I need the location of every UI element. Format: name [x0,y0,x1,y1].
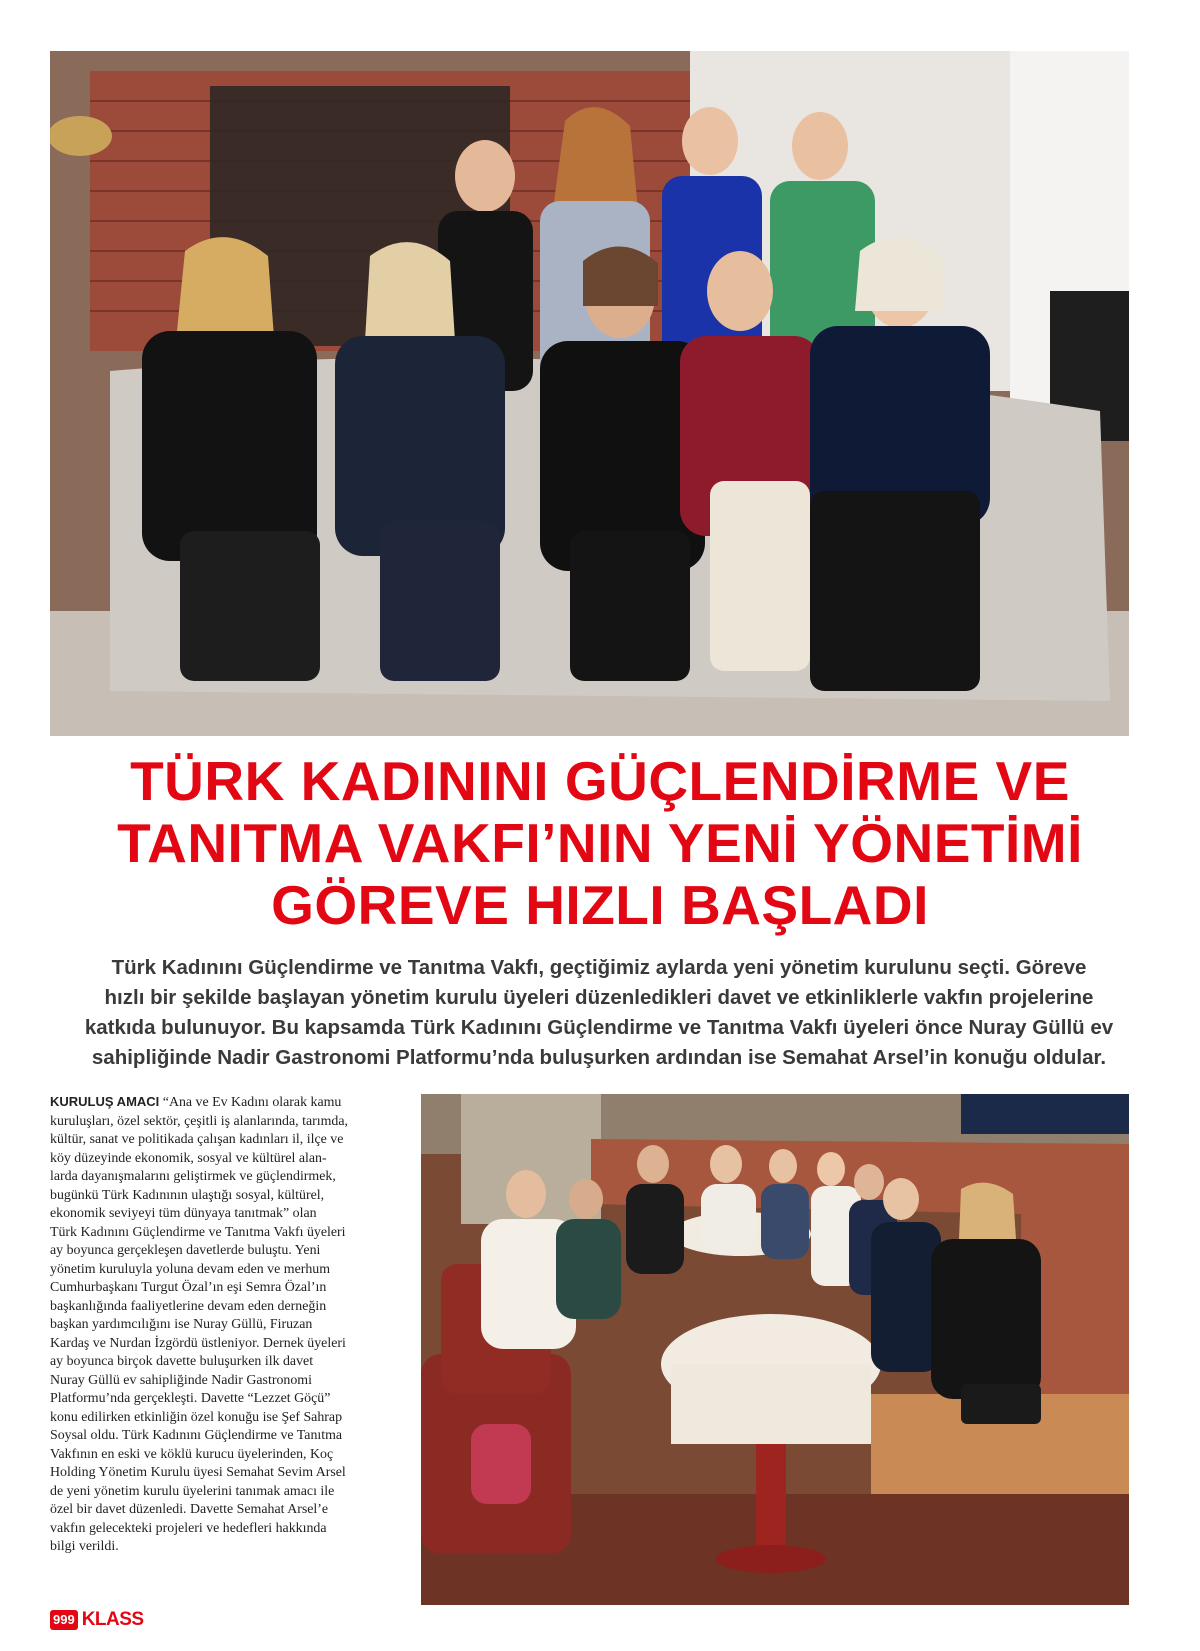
headline-line-2: TANITMA VAKFI’NIN YENİ YÖNETİMİ [117,812,1083,874]
body-line: Holding Yönetim Kurulu üyesi Semahat Sevim Arsel [50,1465,346,1480]
body-line: bilgi verildi. [50,1539,119,1554]
body-line: ekonomik seviyeyi tüm dünyaya tanıtmak” olan [50,1206,317,1221]
body-line: bugünkü Türk Kadınının ulaştığı sosyal, kültürel, [50,1187,325,1203]
body-line: Türk Kadınını Güçlendirme ve Tanıtma Vakfı üyeleri [50,1224,346,1240]
body-line: Nuray Güllü ev sahipliğinde Nadir Gastronomi [50,1372,312,1388]
body-line: kuruluşları, özel sektör, çeşitli iş alanlarında, tarımda, [50,1113,348,1129]
article-headline [40,750,1160,936]
body-line: başkanlığında faaliyetlerine devam eden derneğin [50,1298,327,1314]
body-line: Platformu’nda gerçekleşti. Davette “Lezzet Göçü” [50,1391,331,1406]
article-lead [34,953,1164,1073]
body-line: kültür, sanat ve politikada çalışan kadınları il, ilçe ve [50,1132,344,1147]
dinner-photo-illustration [421,1094,1129,1605]
lead-line-2: hızlı bir şekilde başlayan yönetim kurulu üyeleri düzenledikleri davet ve etkinliklerle vakfın projelerine [104,986,1094,1009]
body-line-1 [50,1093,408,1113]
body-line: köy düzeyinde ekonomik, sosyal ve kültürel alan- [50,1150,327,1166]
body-line: ay boyunca gerçekleşen davetlerde buluştu. Yeni [50,1243,321,1258]
lead-line-1: Türk Kadınını Güçlendirme ve Tanıtma Vakfı, geçtiğimiz aylarda yeni yönetim kurulunu seçti. Göreve [111,956,1087,979]
body-line: özel bir davet düzenledi. Davette Semahat Arsel’e [50,1502,329,1517]
group-photo-top-illustration [50,51,1129,736]
body-line: Soysal oldu. Türk Kadınını Güçlendirme ve Tanıtma [50,1428,343,1443]
body-line: Vakfının en eski ve köklü kurucu üyelerinden, Koç [50,1446,334,1462]
article-kicker: KURULUŞ AMACI [50,1094,160,1109]
body-line: de yeni yönetim kurulu üyelerini tanımak amacı ile [50,1483,335,1499]
article-body [50,1093,408,1557]
body-line: başkan yardımcılığını ise Nuray Güllü, Firuzan [50,1317,313,1332]
group-photo-top [50,51,1129,736]
headline-line-3: GÖREVE HIZLI BAŞLADI [271,874,929,936]
headline-line-1: TÜRK KADININI GÜÇLENDİRME VE [130,750,1070,812]
body-line: yönetim kuruluyla yoluna devam eden ve merhum [50,1261,331,1277]
lead-line-4: sahipliğinde Nadir Gastronomi Platformu’nda buluşurken ardından ise Semahat Arsel’in konuğu oldular. [91,1046,1107,1069]
body-line: ay boyunca birçok davette buluşurken ilk davet [50,1354,314,1369]
body-line-1-text: “Ana ve Ev Kadını olarak kamu [162,1095,342,1110]
page-footer [50,1608,144,1632]
body-line: konu edilirken etkinliğin özel konuğu ise Şef Sahrap [50,1409,343,1425]
magazine-brand: KLASS [81,1609,144,1630]
body-line: Cumhurbaşkanı Turgut Özal’ın eşi Semra Özal’ın [50,1280,327,1295]
body-line: Kardaş ve Nurdan İzgördü üstleniyor. Dernek üyeleri [50,1335,346,1351]
body-line: larda dayanışmalarını geliştirmek ve güçlendirmek, [50,1169,336,1184]
page-number: 999 [50,1610,78,1630]
lead-line-3: katkıda bulunuyor. Bu kapsamda Türk Kadınını Güçlendirme ve Tanıtma Vakfı üyeleri önce Nuray Güllü ev [84,1016,1114,1039]
body-line: vakfın gelecekteki projeleri ve hedefleri hakkında [50,1520,327,1536]
dinner-photo-bottom [421,1094,1129,1605]
